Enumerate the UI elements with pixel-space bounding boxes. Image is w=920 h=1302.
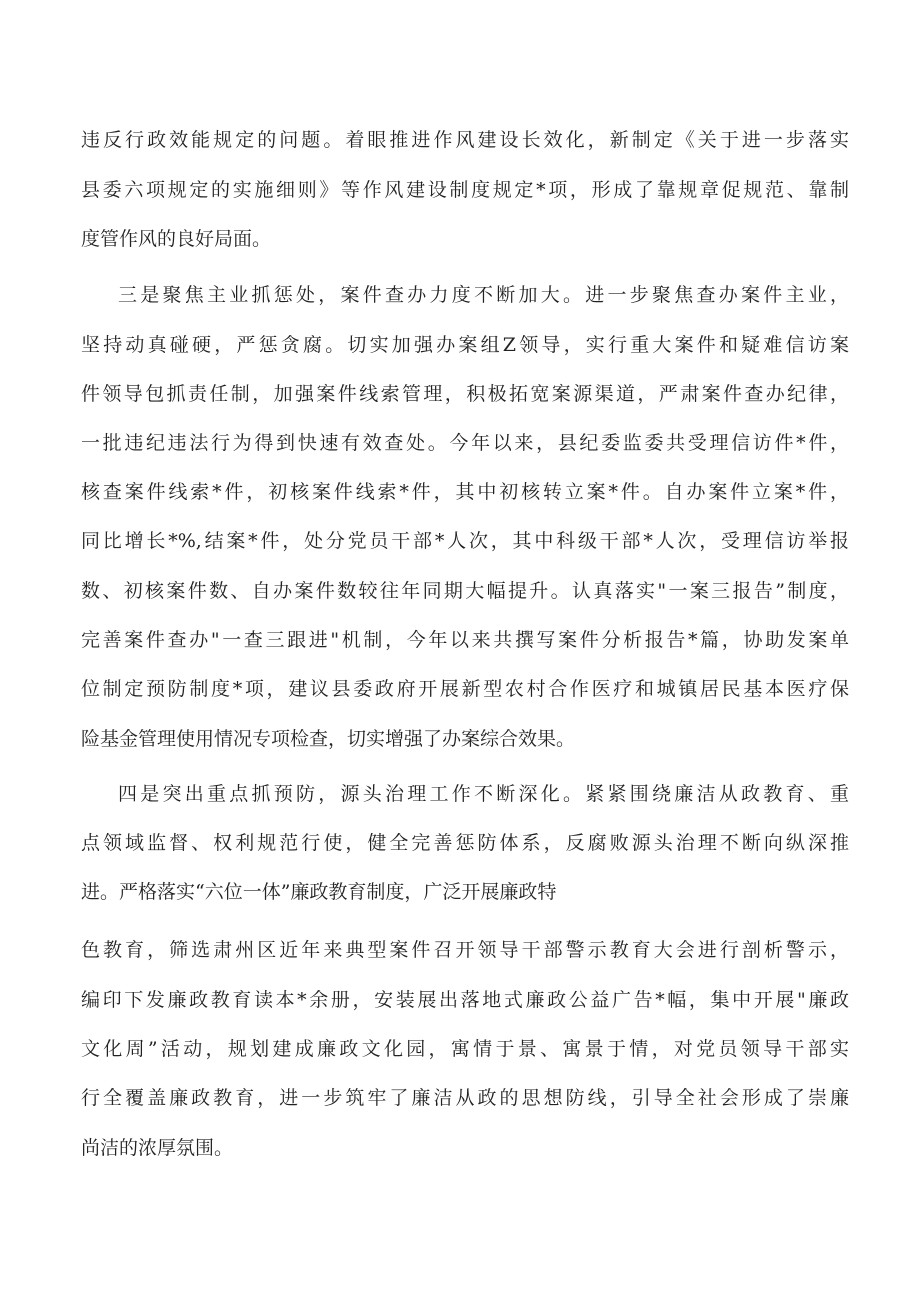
paragraph-3-line-3: 进。严格落实“六位一体”廉政教育制度，广泛开展廉政特 [81, 881, 557, 903]
paragraph-2-line-2: 坚持动真碰硬，严惩贪腐。切实加强办案组Z领导，实行重大案件和疑难信访案 [81, 334, 849, 356]
paragraph-4-line-3: 文化周”活动，规划建成廉政文化园，寓情于景、寓景于情，对党员领导干部实 [81, 1038, 849, 1060]
paragraph-4-line-5: 尚洁的浓厚氛围。 [81, 1137, 234, 1159]
paragraph-2-line-9: 位制定预防制度*项，建议县委政府开展新型农村合作医疗和城镇居民基本医疗保 [81, 678, 849, 700]
paragraph-1-line-3: 度管作风的良好局面。 [81, 228, 272, 250]
paragraph-2-line-10: 险基金管理使用情况专项检查，切实增强了办案综合效果。 [81, 728, 576, 750]
paragraph-3-line-1: 四是突出重点抓预防，源头治理工作不断深化。紧紧围绕廉洁从政教育、重 [118, 783, 849, 805]
paragraph-1-line-2: 县委六项规定的实施细则》等作风建设制度规定*项，形成了靠规章促规范、靠制 [81, 179, 849, 201]
paragraph-4-line-4: 行全覆盖廉政教育，进一步筑牢了廉洁从政的思想防线，引导全社会形成了崇廉 [81, 1087, 849, 1109]
paragraph-2-line-4: 一批违纪违法行为得到快速有效查处。今年以来，县纪委监委共受理信访件*件， [81, 432, 849, 454]
paragraph-3-line-2: 点领域监督、权利规范行使，健全完善惩防体系，反腐败源头治理不断向纵深推 [81, 832, 849, 854]
paragraph-4-line-1: 色教育，筛选肃州区近年来典型案件召开领导干部警示教育大会进行剖析警示， [81, 939, 849, 961]
paragraph-1-line-1: 违反行政效能规定的问题。着眼推进作风建设长效化，新制定《关于进一步落实 [81, 129, 849, 151]
paragraph-2-line-8: 完善案件查办"一查三跟进"机制，今年以来共撰写案件分析报告*篇，协助发案单 [81, 629, 849, 651]
paragraph-2-line-6: 同比增长*%,结案*件，处分党员干部*人次，其中科级干部*人次，受理信访举报 [81, 530, 849, 552]
paragraph-2-line-5: 核查案件线索*件，初核案件线索*件，其中初核转立案*件。自办案件立案*件， [81, 481, 849, 503]
paragraph-2-line-3: 件领导包抓责任制，加强案件线索管理，积极拓宽案源渠道，严肃案件查办纪律， [81, 383, 849, 405]
paragraph-2-line-1: 三是聚焦主业抓惩处，案件查办力度不断加大。进一步聚焦查办案件主业， [118, 284, 849, 306]
paragraph-4-line-2: 编印下发廉政教育读本*余册，安装展出落地式廉政公益广告*幅，集中开展"廉政 [81, 989, 849, 1011]
paragraph-2-line-7: 数、初核案件数、自办案件数较往年同期大幅提升。认真落实"一案三报告”制度， [81, 580, 849, 602]
